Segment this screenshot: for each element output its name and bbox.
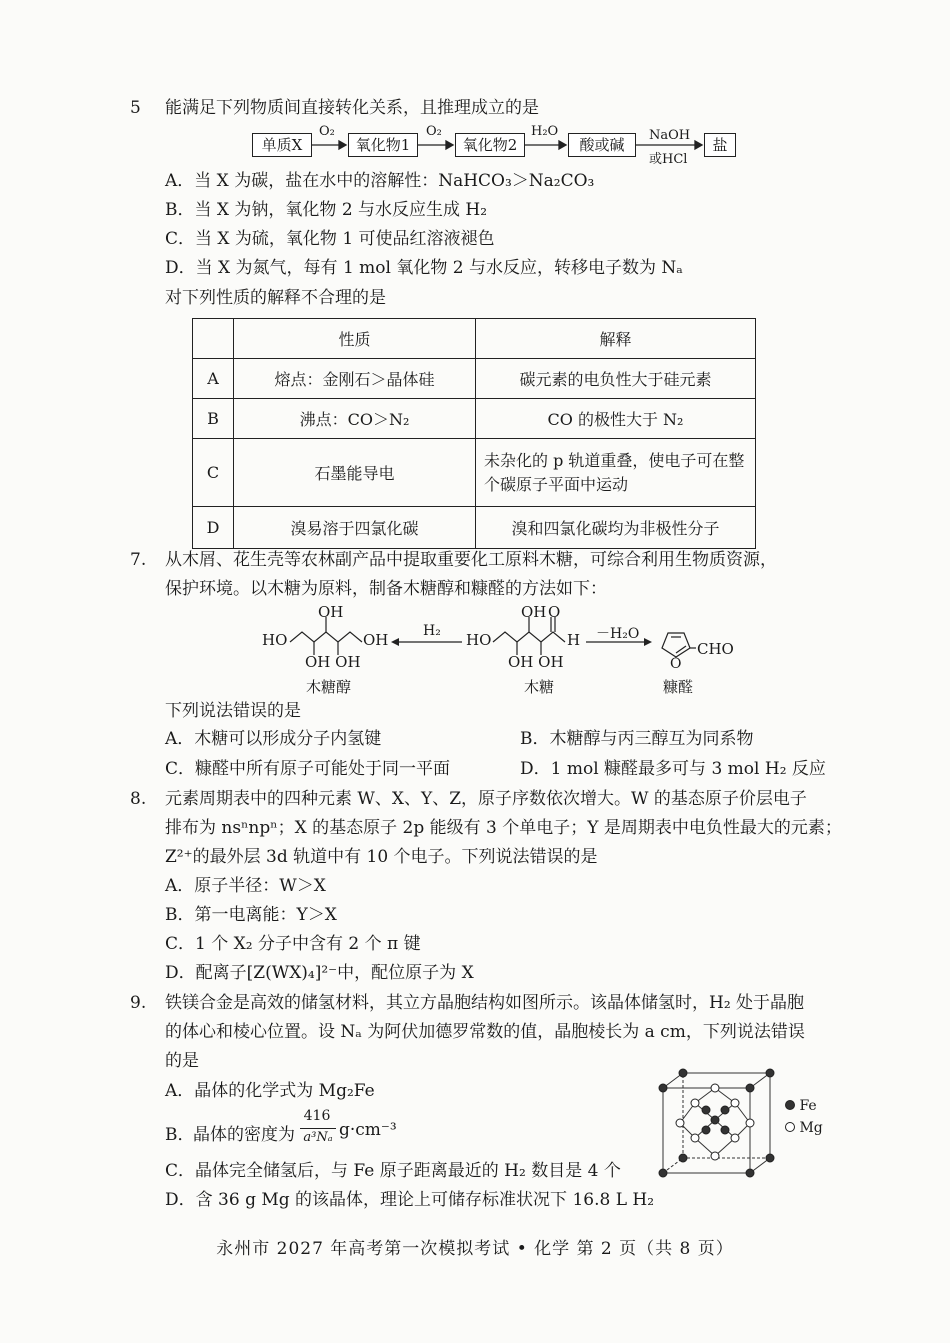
flow-box-2: 氧化物1 <box>348 133 418 157</box>
q9-line-1: 铁镁合金是高效的储氢材料，其立方晶胞结构如图所示。该晶体储氢时，H₂ 处于晶胞 <box>165 993 805 1013</box>
q7-number: 7. <box>130 550 147 570</box>
xylose-oh-top: OH <box>521 603 547 621</box>
label-xylose: 木糖 <box>524 678 555 696</box>
arrow-label-hcl: 或HCl <box>649 152 688 167</box>
mg-atom <box>691 1099 699 1107</box>
q7-option-d: D．1 mol 糠醛最多可与 3 mol H₂ 反应 <box>520 759 826 779</box>
fe-atom <box>766 1069 774 1077</box>
fe-atom <box>746 1084 754 1092</box>
q8-line-2: 排布为 nsⁿnpⁿ；X 的基态原子 2p 能级有 3 个单电子；Y 是周期表中电负性最大的元素； <box>165 818 842 838</box>
q8-number: 8. <box>130 789 147 809</box>
q7-ask: 下列说法错误的是 <box>165 701 301 721</box>
q8-line-3: Z²⁺的最外层 3d 轨道中有 10 个电子。下列说法错误的是 <box>165 847 598 867</box>
label-xylitol: 木糖醇 <box>306 678 352 696</box>
mg-atom <box>711 1152 719 1160</box>
crystal-cell <box>655 1068 780 1178</box>
q5-option-b: B．当 X 为钠，氧化物 2 与水反应生成 H₂ <box>165 200 488 220</box>
flow-box-5: 盐 <box>704 133 736 157</box>
q8-option-c: C．1 个 X₂ 分子中含有 2 个 π 键 <box>165 934 421 954</box>
density-numerator: 416 <box>303 1108 331 1124</box>
arrow-label-o2-b: O₂ <box>426 124 442 139</box>
q8-option-a: A．原子半径：W＞X <box>165 876 326 896</box>
arrow-label-h2: H₂ <box>423 623 441 639</box>
table-row: B 沸点：CO＞N₂ CO 的极性大于 N₂ <box>193 399 756 439</box>
furfural-cho: CHO <box>697 640 734 658</box>
arrow-label-o2-a: O₂ <box>319 124 335 139</box>
flow-box-4: 酸或碱 <box>568 133 636 157</box>
q9-line-2: 的体心和棱心位置。设 Nₐ 为阿伏加德罗常数的值，晶胞棱长为 a cm，下列说法错误 <box>165 1022 805 1042</box>
fe-atom <box>721 1126 729 1134</box>
xylose-oh-bottom: OH OH <box>508 653 564 671</box>
fe-atom <box>721 1106 729 1114</box>
header-property: 性质 <box>234 319 476 359</box>
q7-option-a: A．木糖可以形成分子内氢键 <box>165 729 382 749</box>
page-footer: 永州市 2027 年高考第一次模拟考试 • 化学 第 2 页（共 8 页） <box>216 1239 734 1259</box>
xylitol-oh-bottom: OH OH <box>305 653 361 671</box>
q5-option-a: A．当 X 为碳，盐在水中的溶解性：NaHCO₃＞Na₂CO₃ <box>165 171 595 191</box>
fe-atom <box>766 1154 774 1162</box>
q7-line-2: 保护环境。以木糖为原料，制备木糖醇和糠醛的方法如下： <box>165 579 607 599</box>
legend-mg: Mg <box>785 1120 823 1136</box>
flow-box-1: 单质X <box>252 133 312 157</box>
q9-option-d: D．含 36 g Mg 的该晶体，理论上可储存标准状况下 16.8 L H₂ <box>165 1190 655 1210</box>
xylitol-oh-top: OH <box>318 603 344 621</box>
xylose-ho: HO <box>466 631 492 649</box>
header-explanation: 解释 <box>476 319 756 359</box>
q5-option-c: C．当 X 为硫，氧化物 1 可使品红溶液褪色 <box>165 229 495 249</box>
q7-option-b: B．木糖醇与丙三醇互为同系物 <box>520 729 754 749</box>
mg-dot-icon <box>785 1122 795 1132</box>
q5-option-d: D．当 X 为氮气，每有 1 mol 氧化物 2 与水反应，转移电子数为 Nₐ <box>165 258 683 278</box>
arrow-label-h2o: H₂O <box>531 124 559 139</box>
fe-atom <box>659 1084 667 1092</box>
fe-atom <box>679 1154 687 1162</box>
fe-dot-icon <box>785 1100 795 1110</box>
furan-ring-o: O <box>670 656 682 672</box>
q7-option-c: C．糠醛中所有原子可能处于同一平面 <box>165 759 451 779</box>
density-denominator: a³Nₐ <box>303 1130 333 1145</box>
arrow-label-minus-h2o: －H₂O <box>596 626 640 642</box>
mg-atom <box>691 1134 699 1142</box>
q9-number: 9. <box>130 993 147 1013</box>
table-row: C 石墨能导电 未杂化的 p 轨道重叠，使电子可在整个碳原子平面中运动 <box>193 439 756 507</box>
q9-option-c: C．晶体完全储氢后，与 Fe 原子距离最近的 H₂ 数目是 4 个 <box>165 1161 621 1181</box>
fe-atom <box>702 1126 710 1134</box>
xylose-carbonyl-o: O <box>548 603 561 621</box>
q8-option-d: D．配离子[Z(WX)₄]²⁻中，配位原子为 X <box>165 963 474 983</box>
mg-atom <box>676 1119 684 1127</box>
q7-line-1: 从木屑、花生壳等农林副产品中提取重要化工原料木糖，可综合利用生物质资源， <box>165 550 777 570</box>
q8-line-1: 元素周期表中的四种元素 W、X、Y、Z，原子序数依次增大。W 的基态原子价层电子 <box>165 789 807 809</box>
xylitol-oh-end: OH <box>363 631 389 649</box>
q5-number: 5 <box>130 98 141 118</box>
arrow-label-naoh: NaOH <box>649 128 691 143</box>
mg-atom <box>731 1134 739 1142</box>
q8-option-b: B．第一电离能：Y＞X <box>165 905 337 925</box>
mg-atom <box>711 1084 719 1092</box>
q9-option-a: A．晶体的化学式为 Mg₂Fe <box>165 1081 375 1101</box>
fe-atom <box>679 1069 687 1077</box>
table-row: D 溴易溶于四氯化碳 溴和四氯化碳均为非极性分子 <box>193 507 756 549</box>
q5-stem: 能满足下列物质间直接转化关系，且推理成立的是 <box>165 98 539 118</box>
label-furfural: 糠醛 <box>663 678 694 696</box>
xylitol-ho: HO <box>262 631 288 649</box>
mg-atom <box>731 1099 739 1107</box>
flow-box-3: 氧化物2 <box>455 133 525 157</box>
fraction-bar <box>300 1128 336 1129</box>
fe-atom <box>746 1169 754 1177</box>
legend-fe: Fe <box>785 1098 817 1114</box>
fe-atom <box>711 1116 719 1124</box>
q6-stem: 对下列性质的解释不合理的是 <box>165 288 386 308</box>
xylose-aldehyde-h: H <box>567 631 581 649</box>
mg-atom <box>746 1119 754 1127</box>
fe-atom <box>659 1169 667 1177</box>
q9-line-3: 的是 <box>165 1051 199 1071</box>
fe-atom <box>702 1106 710 1114</box>
table-row: A 熔点：金刚石＞晶体硅 碳元素的电负性大于硅元素 <box>193 359 756 399</box>
